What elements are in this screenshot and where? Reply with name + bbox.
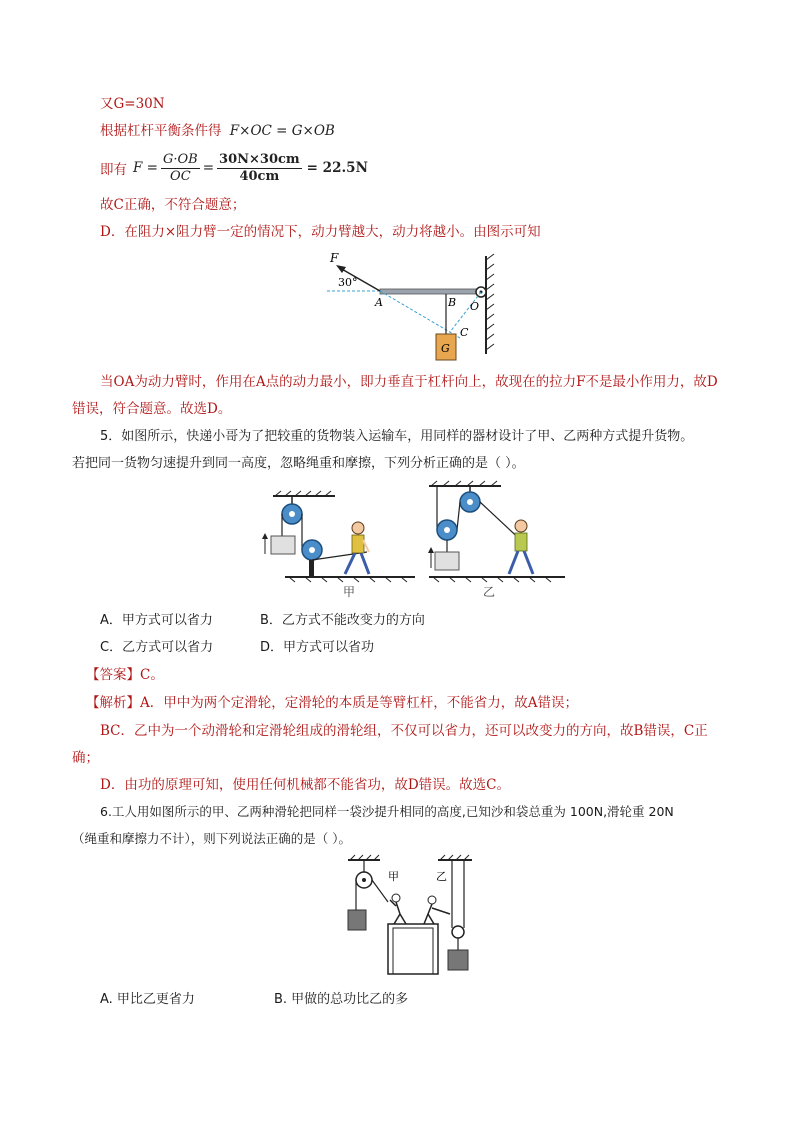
q6-figure	[340, 854, 480, 976]
q6-label-yi: 乙	[436, 870, 447, 883]
label-f: F	[330, 251, 339, 265]
q5-option-c: C．乙方式可以省力	[100, 640, 214, 655]
balance-formula: F×OC = G×OB	[229, 123, 335, 139]
answer-value: C。	[140, 667, 164, 683]
equals-sign: =	[202, 160, 215, 176]
fraction-denominator: OC	[170, 168, 191, 184]
q6-stem-line1: 6.工人用如图所示的甲、乙两种滑轮把同样一袋沙提升相同的高度,已知沙和袋总重为 100N,滑轮重 20N	[100, 804, 674, 819]
q5-answer	[86, 665, 164, 685]
label-jia: 甲	[343, 585, 356, 599]
lever-bar	[380, 289, 480, 294]
sand-bag-yi	[448, 950, 468, 970]
q5-analysis-line1	[86, 693, 578, 713]
wall-hatching	[486, 254, 494, 350]
cargo-box	[271, 536, 295, 554]
q5-option-a: A．甲方式可以省力	[100, 613, 213, 628]
label-c: C	[460, 326, 469, 339]
q6-option-b: B. 甲做的总功比乙的多	[274, 992, 409, 1007]
sand-bag-jia	[348, 910, 366, 930]
q5-analysis-line3: 确；	[72, 750, 99, 766]
q5-figure-yi	[425, 478, 575, 602]
text-balance-condition	[100, 121, 335, 141]
fraction-denominator-values: 40cm	[239, 168, 280, 184]
fraction-numerator-values: 30N×30cm	[219, 151, 300, 167]
force-arrowhead	[336, 265, 346, 273]
equation-result: = 22.5N	[306, 160, 368, 176]
q6-label-jia: 甲	[388, 870, 399, 883]
q5-option-d: D．甲方式可以省功	[260, 640, 375, 655]
equation-lhs: F =	[133, 160, 158, 176]
label-angle: 30°	[338, 276, 358, 289]
q5-figure-jia	[255, 478, 425, 602]
equation-prefix: 即有	[100, 162, 127, 178]
fraction-numerator: G·OB	[162, 151, 198, 167]
text-c-correct: 故C正确，不符合题意；	[100, 197, 246, 213]
answer-tag: 【答案】	[86, 667, 140, 683]
label-g: G	[441, 342, 450, 355]
label-b: B	[448, 296, 457, 309]
balance-prefix: 根据杠杆平衡条件得	[100, 123, 222, 139]
q5-stem-line1: 5．如图所示，快递小哥为了把较重的货物装入运输车，用同样的器材设计了甲、乙两种方式提升货物。	[100, 429, 694, 444]
platform	[388, 924, 438, 974]
q6-option-a: A. 甲比乙更省力	[100, 992, 195, 1007]
equation-line	[100, 150, 368, 186]
text-choose-d: 错误，符合题意。故选D。	[72, 401, 232, 417]
q6-stem-line2: （绳重和摩擦力不计），则下列说法正确的是（ ）。	[72, 831, 351, 846]
text-d-analysis: D．在阻力×阻力臂一定的情况下，动力臂越大，动力将越小。由图示可知	[100, 224, 541, 240]
label-o: O	[470, 300, 480, 313]
lever-diagram	[322, 250, 502, 366]
q5-option-b: B．乙方式不能改变力的方向	[260, 613, 425, 628]
q5-analysis-line2: BC．乙中为一个动滑轮和定滑轮组成的滑轮组，不仅可以省力，还可以改变力的方向，故B错误，C正	[100, 723, 708, 739]
analysis-a: A．甲中为两个定滑轮，定滑轮的本质是等臂杠杆，不能省力，故A错误；	[140, 695, 578, 711]
fraction-values	[217, 152, 302, 185]
label-yi: 乙	[483, 585, 496, 599]
fraction-g-ob-oc	[161, 152, 200, 185]
text-oa-conclusion: 当OA为动力臂时，作用在A点的动力最小，即力垂直于杠杆向上，故现在的拉力F不是最小作用力，故D	[100, 374, 718, 390]
label-a: A	[375, 296, 383, 309]
q5-analysis-line4: D．由功的原理可知，使用任何机械都不能省功，故D错误。故选C。	[100, 777, 510, 793]
q5-stem-line2: 若把同一货物匀速提升到同一高度，忽略绳重和摩擦，下列分析正确的是（ ）。	[72, 456, 525, 471]
text-g-value: 又G=30N	[100, 96, 165, 112]
analysis-tag: 【解析】	[86, 695, 140, 711]
